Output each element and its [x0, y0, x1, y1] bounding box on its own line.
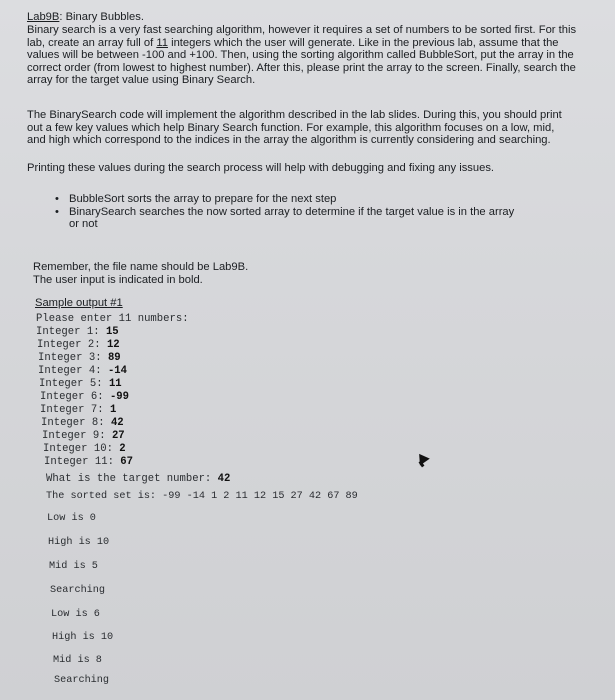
- reminder-bold-note: The user input is indicated in bold.: [33, 273, 203, 286]
- integer-line: Integer 6: -99: [40, 391, 130, 403]
- trace-line: Searching: [50, 585, 106, 596]
- trace-line: Searching: [54, 675, 110, 686]
- printing-note: Printing these values during the search process will help with debugging and fixing any issues.: [27, 162, 495, 174]
- trace-line: Low is 6: [51, 609, 100, 620]
- reminder: [33, 261, 533, 286]
- list-item: • BinarySearch searches the now sorted array to determine if the target value is in the array or not: [55, 206, 515, 231]
- sorted-set-line: The sorted set is: -99 -14 1 2 11 12 15 27 42 67 89: [46, 491, 358, 502]
- integer-line: Integer 8: 42: [41, 417, 124, 429]
- reminder-filename: Remember, the file name should be Lab9B.: [33, 261, 249, 273]
- integer-line: Integer 7: 1: [40, 404, 117, 416]
- integer-line: Integer 2: 12: [37, 339, 120, 351]
- lab-title-label: Lab9B: [27, 11, 60, 23]
- integer-line: Integer 9: 27: [42, 430, 125, 442]
- trace-line: High is 10: [52, 632, 114, 643]
- trace-line: Mid is 5: [49, 561, 98, 572]
- integer-line: Integer 10: 2: [43, 443, 126, 455]
- list-item: • BubbleSort sorts the array to prepare for the next step: [55, 193, 515, 206]
- prompt-line: Please enter 11 numbers:: [36, 313, 189, 325]
- trace-line: High is 10: [48, 537, 110, 548]
- integer-line: Integer 3: 89: [38, 352, 121, 364]
- trace-line: Mid is 8: [53, 655, 102, 666]
- lab-title: [27, 11, 144, 24]
- intro-count: 11: [156, 36, 168, 49]
- integer-line: Integer 5: 11: [39, 378, 122, 390]
- intro-text-end: integers which the user will generate. Like in the previous lab, assume that the values will be between -100 and +100. Then, using the sorting algorithm called BubbleSort, put the array in the correct order (from lowest to highest number). After this, please print the array to the screen. Finally, search the array for the target value using Binary Search.: [27, 36, 576, 87]
- binary-search-paragraph: The BinarySearch code will implement the algorithm described in the lab slides. During this, you should print out a few key values which help Binary Search function. For example, this algorithm focuses on a low, mid, and high which correspond to the indices in the array the algorithm is currently considering and searching.: [27, 109, 562, 147]
- integer-line: Integer 11: 67: [44, 456, 134, 468]
- target-line: What is the target number: 42: [46, 473, 231, 485]
- lab-title-rest: : Binary Bubbles.: [59, 11, 144, 23]
- steps-list: [55, 193, 515, 231]
- integer-line: Integer 4: -14: [38, 365, 128, 377]
- integer-line: Integer 1: 15: [36, 326, 119, 338]
- sample-output-title: Sample output #1: [35, 297, 123, 309]
- intro-text-start: Binary search is a very fast searching algorithm, however it requires a set of numbers to be sorted first. For this lab, create an array full of: [27, 24, 577, 49]
- intro-paragraph: [27, 24, 587, 87]
- trace-line: Low is 0: [47, 513, 96, 524]
